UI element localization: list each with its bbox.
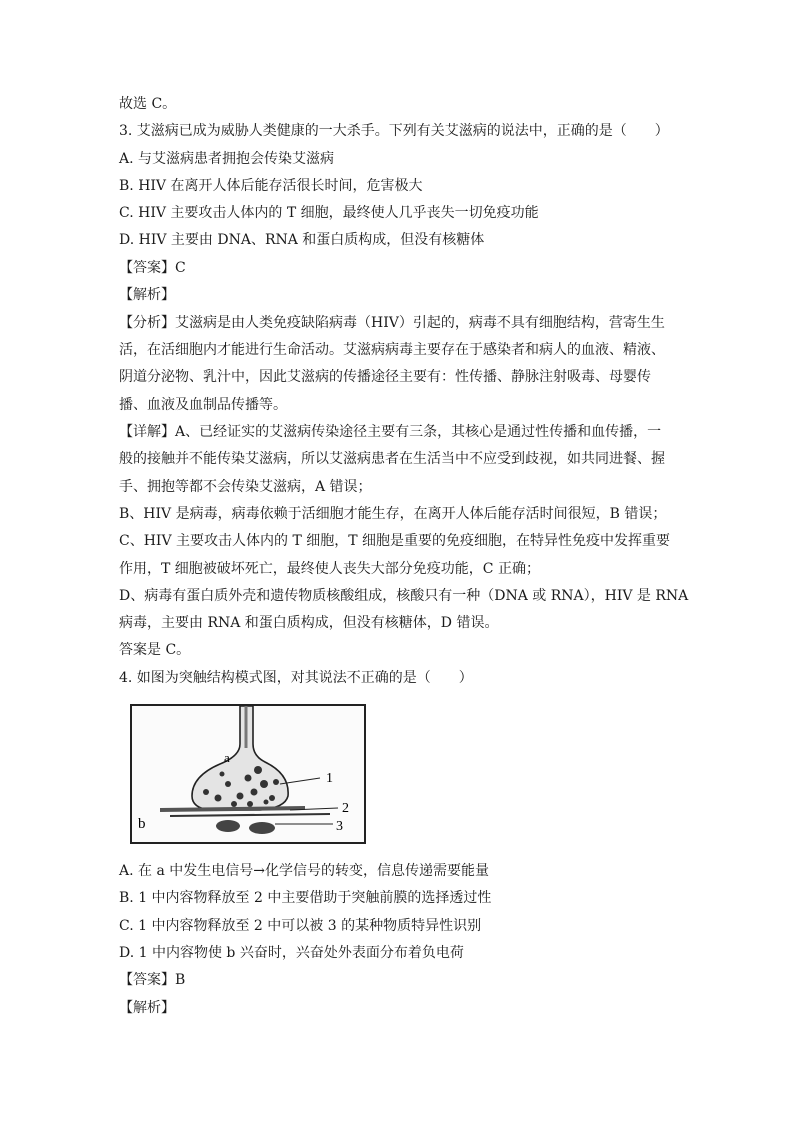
detail-text: D、病毒有蛋白质外壳和遗传物质核酸组成，核酸只有一种（DNA 或 RNA），HIV 是 RNA	[119, 588, 689, 604]
label-a: a	[224, 750, 230, 765]
analysis-text: 活，在活细胞内才能进行生命活动。艾滋病病毒主要存在于感染者和病人的血液、精液、	[119, 342, 665, 358]
detail-text: 病毒，主要由 RNA 和蛋白质构成，但没有核糖体，D 错误。	[119, 615, 499, 631]
analysis-label: 【解析】	[119, 1000, 175, 1016]
answer-label: 【答案】C	[119, 260, 186, 276]
question-4-stem: 4. 如图为突触结构模式图，对其说法不正确的是（ ）	[119, 670, 473, 686]
detail-text: B、HIV 是病毒，病毒依赖于活细胞才能生存，在离开人体后能存活时间很短，B 错误；	[119, 506, 667, 522]
analysis-text: 播、血液及血制品传播等。	[119, 397, 287, 413]
label-3: 3	[336, 819, 343, 834]
option-a: A. 与艾滋病患者拥抱会传染艾滋病	[119, 151, 335, 167]
detail-text: 般的接触并不能传染艾滋病，所以艾滋病患者在生活当中不应受到歧视，如共同进餐、握	[119, 451, 665, 467]
option-d: D. HIV 主要由 DNA、RNA 和蛋白质构成，但没有核糖体	[119, 232, 485, 248]
analysis-text: 【分析】艾滋病是由人类免疫缺陷病毒（HIV）引起的，病毒不具有细胞结构，营寄生生	[119, 315, 665, 331]
option-c: C. HIV 主要攻击人体内的 T 细胞，最终使人几乎丧失一切免疫功能	[119, 205, 539, 221]
detail-text: 作用，T 细胞被破坏死亡，最终使人丧失大部分免疫功能，C 正确；	[119, 561, 540, 577]
detail-text: C、HIV 主要攻击人体内的 T 细胞，T 细胞是重要的免疫细胞，在特异性免疫中发挥重要	[119, 533, 671, 549]
label-b: b	[138, 816, 146, 832]
synapse-diagram	[130, 704, 366, 844]
option-d: D. 1 中内容物使 b 兴奋时，兴奋处外表面分布着负电荷	[119, 945, 464, 961]
text-line: 故选 C。	[119, 96, 177, 112]
analysis-text: 阴道分泌物、乳汁中，因此艾滋病的传播途径主要有：性传播、静脉注射吸毒、母婴传	[119, 369, 651, 385]
answer-label: 【答案】B	[119, 972, 186, 988]
question-3-stem: 3. 艾滋病已成为威胁人类健康的一大杀手。下列有关艾滋病的说法中，正确的是（ ）	[119, 123, 669, 139]
option-a: A. 在 a 中发生电信号→化学信号的转变，信息传递需要能量	[119, 863, 489, 879]
option-b: B. 1 中内容物释放至 2 中主要借助于突触前膜的选择透过性	[119, 890, 492, 906]
analysis-label: 【解析】	[119, 287, 175, 303]
label-1: 1	[326, 771, 333, 786]
answer-summary: 答案是 C。	[119, 642, 191, 658]
label-2: 2	[342, 801, 349, 816]
option-b: B. HIV 在离开人体后能存活很长时间，危害极大	[119, 178, 423, 194]
detail-text: 手、拥抱等都不会传染艾滋病，A 错误；	[119, 479, 372, 495]
detail-text: 【详解】A、已经证实的艾滋病传染途径主要有三条，其核心是通过性传播和血传播，一	[119, 424, 662, 440]
option-c: C. 1 中内容物释放至 2 中可以被 3 的某种物质特异性识别	[119, 918, 482, 934]
